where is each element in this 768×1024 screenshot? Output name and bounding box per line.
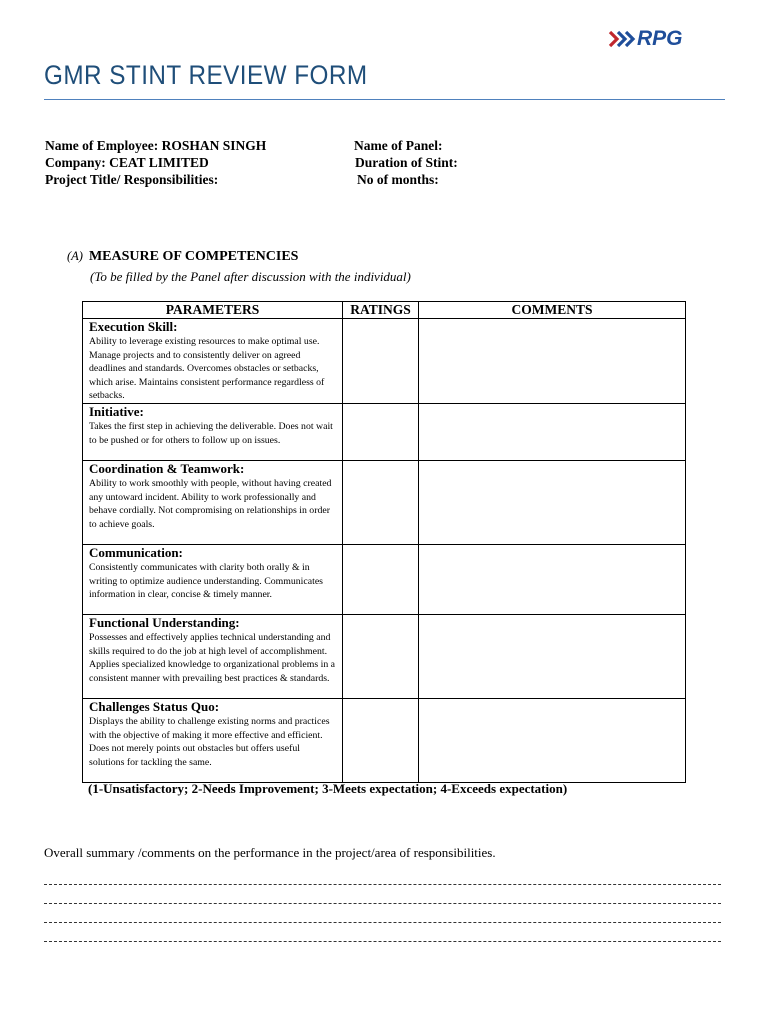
summary-line[interactable] <box>44 922 721 923</box>
summary-line[interactable] <box>44 941 721 942</box>
parameter-cell <box>83 698 343 782</box>
section-title: MEASURE OF COMPETENCIES <box>88 249 299 264</box>
rpg-chevron-icon <box>608 29 636 49</box>
stint-duration: Duration of Stint: <box>355 155 458 170</box>
table-row <box>83 460 686 544</box>
parameter-name: Initiative: <box>89 403 144 419</box>
parameter-name: Execution Skill: <box>89 319 178 334</box>
header-ratings: RATINGS <box>343 302 419 319</box>
section-a-heading <box>67 249 298 265</box>
panel-name: Name of Panel: <box>354 138 443 153</box>
parameter-description: Consistently communicates with clarity both orally & in writing to optimize audience understanding. Communicates information in clear, concise & timely manner. <box>89 561 323 601</box>
parameter-name: Challenges Status Quo: <box>89 698 220 714</box>
company-name: Company: CEAT LIMITED <box>45 155 209 170</box>
rating-cell[interactable] <box>343 460 419 544</box>
table-row <box>83 403 686 460</box>
parameter-cell <box>83 319 343 404</box>
table-row <box>83 614 686 698</box>
summary-label: Overall summary /comments on the performance in the project/area of responsibilities. <box>44 845 496 860</box>
summary-line[interactable] <box>44 903 721 904</box>
project-title: Project Title/ Responsibilities: <box>45 172 219 187</box>
comment-cell[interactable] <box>419 319 686 404</box>
header-parameters: PARAMETERS <box>83 302 343 319</box>
months-count: No of months: <box>357 172 439 187</box>
parameter-name: Functional Understanding: <box>89 614 240 630</box>
employee-info-left <box>45 137 266 188</box>
comment-cell[interactable] <box>419 614 686 698</box>
parameter-name: Coordination & Teamwork: <box>89 460 245 476</box>
competencies-table <box>82 301 686 783</box>
table-header-row <box>83 302 686 319</box>
parameter-cell <box>83 614 343 698</box>
employee-name: Name of Employee: ROSHAN SINGH <box>45 138 267 153</box>
table-row <box>83 544 686 614</box>
comment-cell[interactable] <box>419 544 686 614</box>
company-logo <box>608 28 683 50</box>
parameter-name: Communication: <box>89 544 183 560</box>
table-row <box>83 319 686 404</box>
rating-cell[interactable] <box>343 698 419 782</box>
parameter-description: Ability to work smoothly with people, without having created any untoward incident. Ability to work professionally and behave cordially. Not compromising on relationships in order to achieve goals. <box>89 477 332 530</box>
rating-cell[interactable] <box>343 544 419 614</box>
section-note: (To be filled by the Panel after discussion with the individual) <box>90 269 411 284</box>
rating-cell[interactable] <box>343 403 419 460</box>
rating-cell[interactable] <box>343 614 419 698</box>
parameter-description: Takes the first step in achieving the deliverable. Does not wait to be pushed or for others to follow up on issues. <box>89 420 333 446</box>
section-index: (A) <box>67 249 83 263</box>
parameter-cell <box>83 460 343 544</box>
parameter-description: Possesses and effectively applies technical understanding and skills required to do the job at high level of accomplishment. Applies specialized knowledge to organizational problems in a consistent manner with prevailing best practices & standards. <box>89 631 336 684</box>
title-divider <box>44 99 725 100</box>
parameter-cell <box>83 544 343 614</box>
rating-scale-legend: (1-Unsatisfactory; 2-Needs Improvement; 3-Meets expectation; 4-Exceeds expectation) <box>88 781 568 796</box>
parameter-description: Displays the ability to challenge existing norms and practices with the objective of making it more effective and efficient. Does not merely points out obstacles but offers useful solutions for tackling the same. <box>89 715 330 768</box>
parameter-description: Ability to leverage existing resources to make optimal use. Manage projects and to consistently deliver on agreed deadlines and standards. Overcomes obstacles or setbacks, which arise. Maintains consistent performance regardless of setbacks. <box>89 336 325 402</box>
comment-cell[interactable] <box>419 460 686 544</box>
employee-info-right <box>354 137 458 188</box>
page-title: GMR STINT REVIEW FORM <box>44 60 368 90</box>
comment-cell[interactable] <box>419 698 686 782</box>
summary-line[interactable] <box>44 884 721 885</box>
header-comments: COMMENTS <box>419 302 686 319</box>
table-row <box>83 698 686 782</box>
parameter-cell <box>83 403 343 460</box>
comment-cell[interactable] <box>419 403 686 460</box>
rating-cell[interactable] <box>343 319 419 404</box>
logo-wordmark: RPG <box>637 27 683 50</box>
